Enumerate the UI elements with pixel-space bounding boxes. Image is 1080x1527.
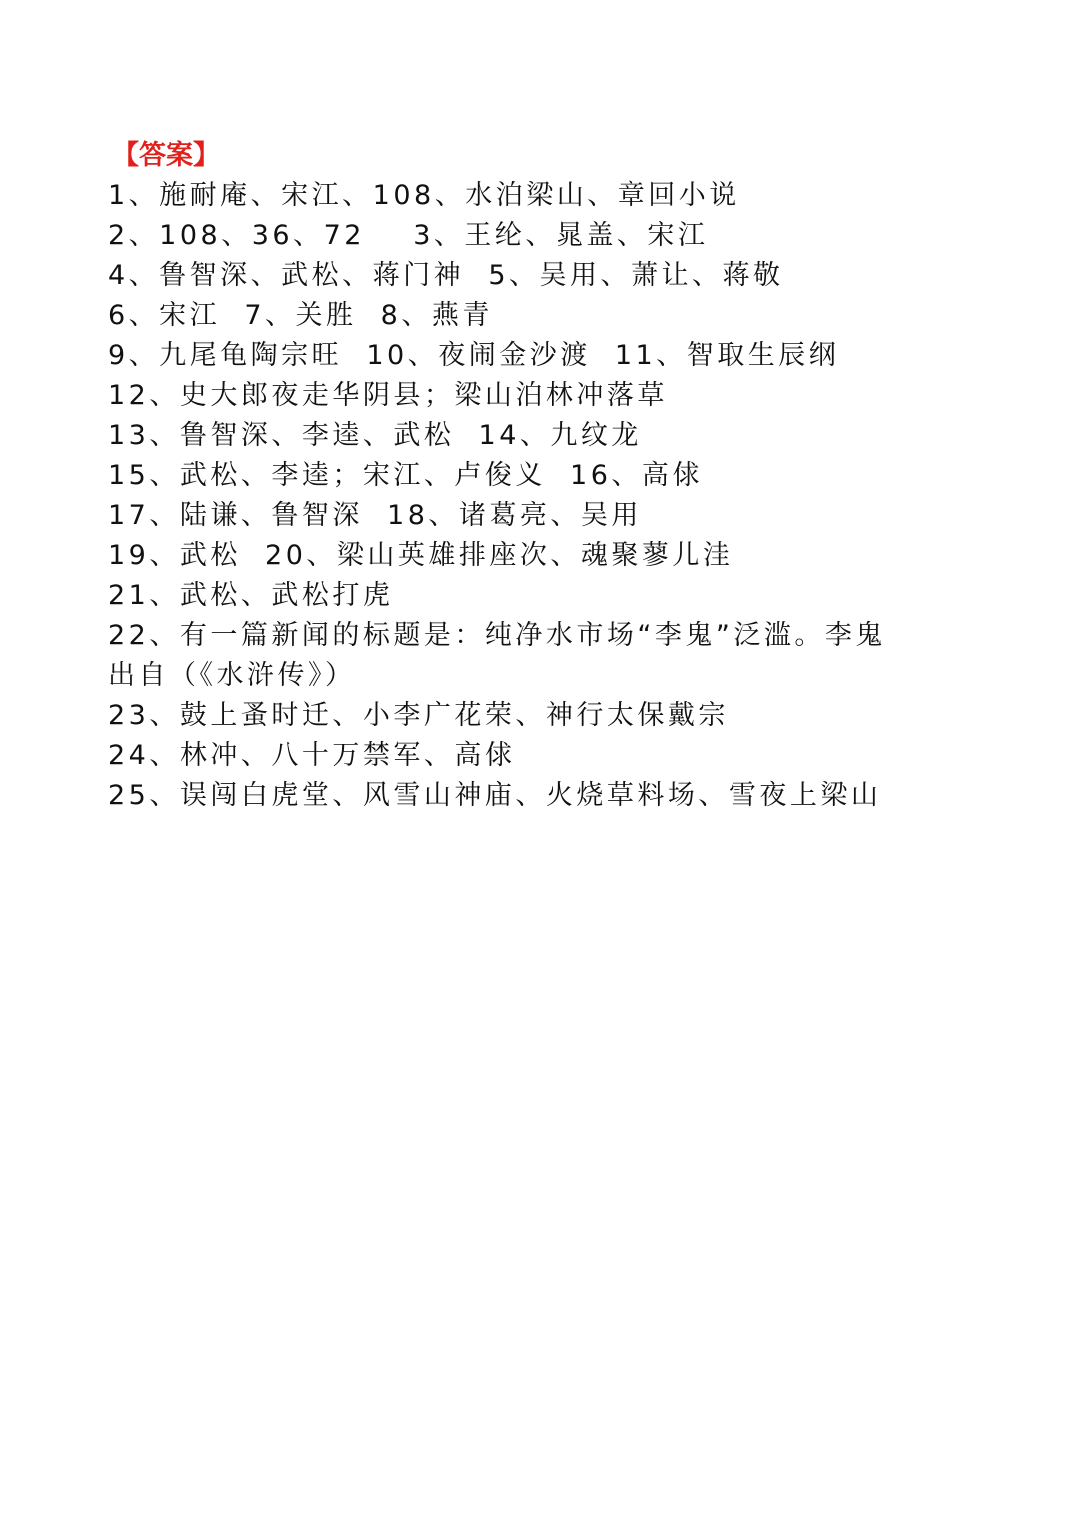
answer-line: 21、武松、武松打虎 xyxy=(108,580,394,611)
answer-line: 12、史大郎夜走华阴县；梁山泊林冲落草 xyxy=(108,380,668,411)
answer-line: 25、误闯白虎堂、风雪山神庙、火烧草料场、雪夜上梁山 xyxy=(108,780,882,811)
answer-line: 23、鼓上蚤时迁、小李广花荣、神行太保戴宗 xyxy=(108,700,729,731)
answer-line: 6、宋江 7、关胜 8、燕青 xyxy=(108,300,493,331)
answer-section xyxy=(108,136,988,816)
answer-line: 13、鲁智深、李逵、武松 14、九纹龙 xyxy=(108,420,642,451)
answer-line: 出自（《水浒传》） xyxy=(108,660,356,691)
answer-line: 22、有一篇新闻的标题是：纯净水市场“李鬼”泛滥。李鬼 xyxy=(108,620,886,651)
answer-line: 2、108、36、72 3、王纶、晁盖、宋江 xyxy=(108,220,709,251)
answer-line: 24、林冲、八十万禁军、高俅 xyxy=(108,740,516,771)
answer-line: 19、武松 20、梁山英雄排座次、魂聚蓼儿洼 xyxy=(108,540,734,571)
answer-heading: 【答案】 xyxy=(112,140,220,171)
answer-line: 17、陆谦、鲁智深 18、诸葛亮、吴用 xyxy=(108,500,642,531)
answer-line: 9、九尾龟陶宗旺 10、夜闹金沙渡 11、智取生辰纲 xyxy=(108,340,840,371)
answer-line: 15、武松、李逵；宋江、卢俊义 16、高俅 xyxy=(108,460,703,491)
answer-line: 1、施耐庵、宋江、108、水泊梁山、章回小说 xyxy=(108,180,740,211)
answer-line: 4、鲁智深、武松、蒋门神 5、吴用、萧让、蒋敬 xyxy=(108,260,784,291)
